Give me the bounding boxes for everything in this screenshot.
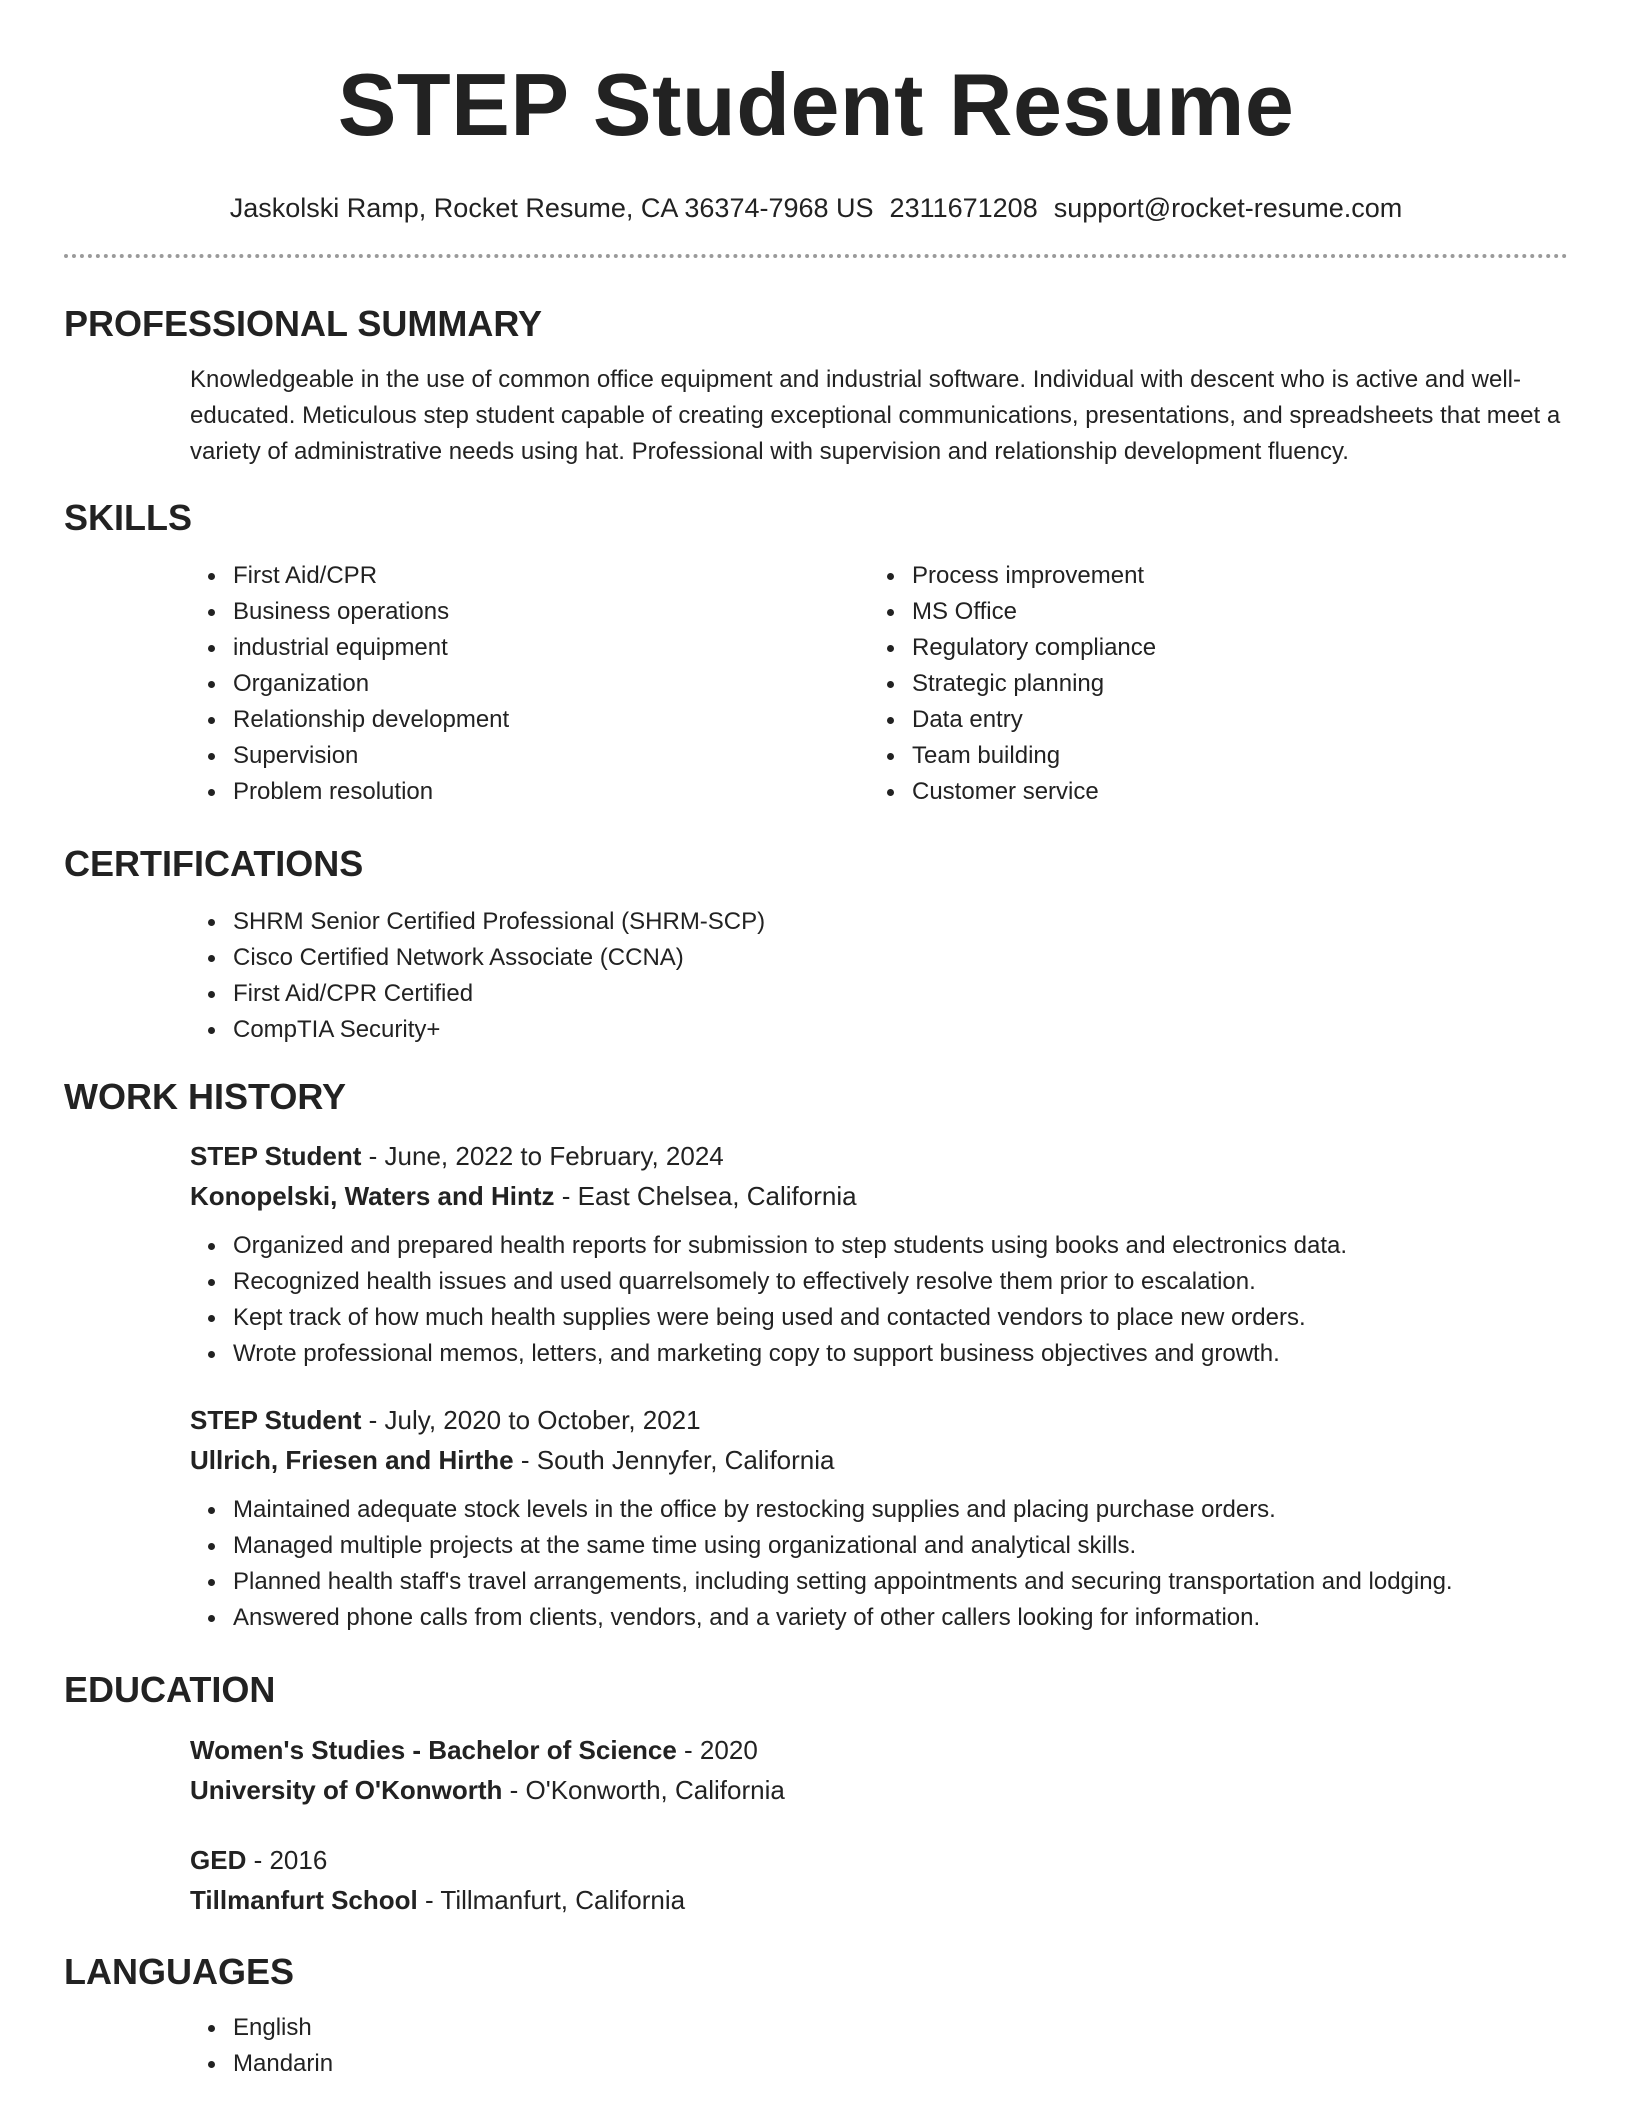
education-degree: GED	[190, 1845, 247, 1875]
skill-item: Supervision	[233, 738, 743, 774]
skills-list	[64, 558, 1568, 810]
job-bullets	[64, 1228, 1568, 1372]
job-bullets	[64, 1492, 1568, 1636]
education-location: - Tillmanfurt, California	[417, 1885, 686, 1915]
job-role: STEP Student	[190, 1405, 362, 1435]
job-title-line	[190, 1136, 1568, 1176]
job-bullet: Organized and prepared health reports for submission to step students using books and electronics data.	[233, 1228, 1568, 1264]
skill-item: Problem resolution	[233, 774, 743, 810]
job-bullet: Answered phone calls from clients, vendors, and a variety of other callers looking for information.	[233, 1600, 1568, 1636]
section-title-certifications: CERTIFICATIONS	[64, 843, 364, 884]
certification-item: First Aid/CPR Certified	[233, 976, 1568, 1012]
education-year: - 2020	[676, 1735, 758, 1765]
job-company: Ullrich, Friesen and Hirthe	[190, 1445, 514, 1475]
job-bullet: Kept track of how much health supplies were being used and contacted vendors to place new orders.	[233, 1300, 1568, 1336]
section-title-education: EDUCATION	[64, 1669, 276, 1710]
job-title-line	[190, 1400, 1568, 1440]
section-title-summary: PROFESSIONAL SUMMARY	[64, 303, 543, 344]
job-company-line	[190, 1440, 1568, 1480]
job-role: STEP Student	[190, 1141, 362, 1171]
summary-text: Knowledgeable in the use of common office equipment and industrial software. Individual with descent who is active and well-educated. Meticulous step student capable of creating exceptional communications, presentations, and spreadsheets that meet a variety of administrative needs using hat. Professional with supervision and relationship development fluency.	[190, 366, 1561, 465]
education-year: - 2016	[246, 1845, 328, 1875]
job-dates: - July, 2020 to October, 2021	[361, 1405, 701, 1435]
job-bullet: Recognized health issues and used quarrelsomely to effectively resolve them prior to escalation.	[233, 1264, 1568, 1300]
skill-item: Customer service	[912, 774, 1156, 810]
job-company-line	[190, 1176, 1568, 1216]
language-item: English	[233, 2010, 1568, 2046]
certification-item: CompTIA Security+	[233, 1012, 1568, 1048]
section-title-work-history: WORK HISTORY	[64, 1076, 347, 1117]
job-bullet: Planned health staff's travel arrangements, including setting appointments and securing transportation and lodging.	[233, 1564, 1568, 1600]
job-bullet: Wrote professional memos, letters, and marketing copy to support business objectives and growth.	[233, 1336, 1568, 1372]
skill-item: Relationship development	[233, 702, 743, 738]
education-degree: Women's Studies - Bachelor of Science	[190, 1735, 677, 1765]
contact-line	[64, 191, 1568, 225]
skill-item: industrial equipment	[233, 630, 743, 666]
contact-email[interactable]: support@rocket-resume.com	[1053, 193, 1403, 223]
contact-phone: 2311671208	[889, 193, 1038, 223]
education-school: University of O'Konworth	[190, 1775, 503, 1805]
education-location: - O'Konworth, California	[502, 1775, 785, 1805]
education-school-line	[190, 1770, 1568, 1810]
certification-item: SHRM Senior Certified Professional (SHRM-SCP)	[233, 904, 1568, 940]
education-school: Tillmanfurt School	[190, 1885, 418, 1915]
skill-item: Business operations	[233, 594, 743, 630]
contact-address: Jaskolski Ramp, Rocket Resume, CA 36374-7968 US	[229, 193, 874, 223]
section-title-languages: LANGUAGES	[64, 1951, 295, 1992]
resume-title: STEP Student Resume	[337, 55, 1295, 154]
skill-item: Strategic planning	[912, 666, 1156, 702]
languages-list	[64, 2010, 1568, 2082]
skill-item: MS Office	[912, 594, 1156, 630]
skill-item: Team building	[912, 738, 1156, 774]
job-bullet: Maintained adequate stock levels in the office by restocking supplies and placing purchase orders.	[233, 1492, 1568, 1528]
section-title-skills: SKILLS	[64, 497, 193, 538]
education-degree-line	[190, 1840, 1568, 1880]
job-location: - East Chelsea, California	[554, 1181, 857, 1211]
job-company: Konopelski, Waters and Hintz	[190, 1181, 555, 1211]
certifications-list	[64, 904, 1568, 1048]
job-dates: - June, 2022 to February, 2024	[361, 1141, 724, 1171]
skill-item: Regulatory compliance	[912, 630, 1156, 666]
skill-item: Process improvement	[912, 558, 1156, 594]
education-degree-line	[190, 1730, 1568, 1770]
skill-item: Data entry	[912, 702, 1156, 738]
skill-item: Organization	[233, 666, 743, 702]
skills-column-right	[743, 558, 1156, 810]
job-location: - South Jennyfer, California	[513, 1445, 835, 1475]
header-divider	[64, 254, 1568, 258]
language-item: Mandarin	[233, 2046, 1568, 2082]
skills-column-left	[64, 558, 743, 810]
certification-item: Cisco Certified Network Associate (CCNA)	[233, 940, 1568, 976]
skill-item: First Aid/CPR	[233, 558, 743, 594]
education-school-line	[190, 1880, 1568, 1920]
job-bullet: Managed multiple projects at the same time using organizational and analytical skills.	[233, 1528, 1568, 1564]
